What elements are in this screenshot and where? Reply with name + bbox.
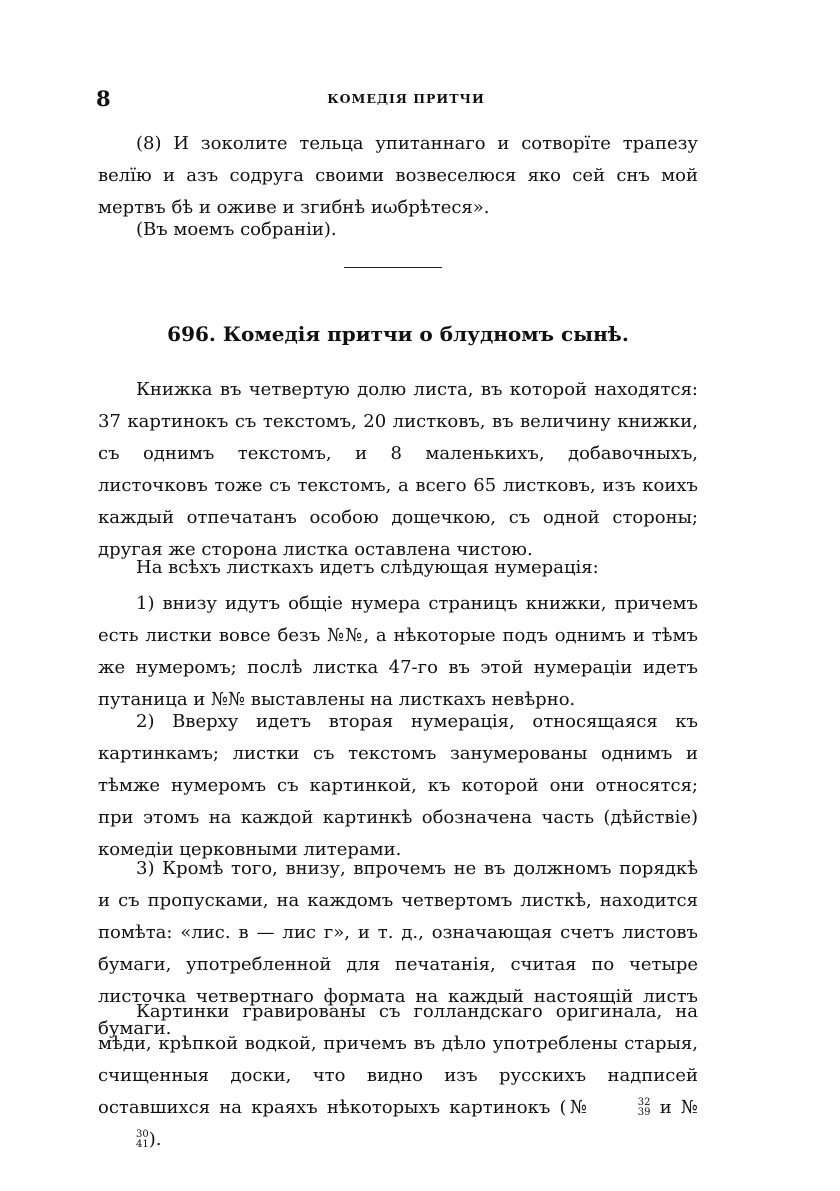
- quote-text: (8) И зоколите тельца упитаннаго и сотворїте трапезу велїю и азъ содруга своими возвеселюся яко сей снъ мой мертвъ бѣ и оживе и згибнѣ иωбрѣтеся».: [98, 133, 698, 218]
- running-title: КОМЕДІЯ ПРИТЧИ: [327, 91, 485, 106]
- page-header: [96, 86, 716, 116]
- quote-source: (Въ моемъ собраніи).: [136, 219, 337, 240]
- fraction-first-bottom: 39: [637, 1107, 651, 1118]
- paragraph-description: Книжка въ четвертую долю листа, въ которой находятся: 37 картинокъ съ текстомъ, 20 листковъ, въ величину книжки, съ однимъ текстомъ, и 8 маленькихъ, добавочныхъ, листочковъ тоже съ текстомъ, а всего 65 листковъ, изъ коихъ каждый отпечатанъ особою дощечкою, съ одной стороны; другая же сторона листка оставлена чистою.: [98, 379, 698, 560]
- paragraph-engravings: [98, 996, 698, 1156]
- engravings-text: Картинки гравированы съ голландскаго оригинала, на мѣди, крѣпкой водкой, причемъ въ дѣло употреблены старыя, счищенныя доски, что видно изъ русскихъ надписей оставшихся на краяхъ нѣкоторыхъ картинокъ (№: [98, 1001, 698, 1118]
- fraction-second-bottom: 41: [136, 1139, 149, 1150]
- paragraph-numbering-3: 3) Кромѣ того, внизу, впрочемъ не въ должномъ порядкѣ и съ пропусками, на каждомъ четвертомъ листкѣ, находится помѣта: «лис. в — лис г», и т. д., означающая счетъ листовъ бумаги, употребленной для печатанія, считая по четыре листочка четвертнаго формата на каждый настоящій листъ бумаги.: [98, 858, 698, 1039]
- fraction-conjunction: и №: [659, 1097, 698, 1118]
- section-divider: [344, 267, 442, 268]
- closing-text: ).: [148, 1129, 162, 1150]
- fraction-first: [600, 1098, 651, 1118]
- paragraph-numbering-2: 2) Вверху идетъ вторая нумерація, относящаяся къ картинкамъ; листки съ текстомъ занумерованы однимъ и тѣмже нумеромъ съ картинкой, къ которой они относятся; при этомъ на каждой картинкѣ обозначена часть (дѣйствіе) комедіи церковными литерами.: [98, 711, 698, 860]
- page-number: 8: [96, 86, 111, 111]
- entry-heading: 696. Комедія притчи о блудномъ сынѣ.: [167, 322, 629, 346]
- paragraph-numbering-1: 1) внизу идутъ общіе нумера страницъ книжки, причемъ есть листки вовсе безъ №№, а нѣкоторые подъ однимъ и тѣмъ же нумеромъ; послѣ листка 47-го въ этой нумераціи идетъ путаница и №№ выставлены на листкахъ невѣрно.: [98, 593, 698, 710]
- fraction-second-top: 30: [136, 1129, 149, 1140]
- fraction-first-top: 32: [637, 1097, 651, 1108]
- paragraph-numbering-intro: На всѣхъ листкахъ идетъ слѣдующая нумерація:: [136, 557, 599, 578]
- fraction-second: [98, 1130, 149, 1150]
